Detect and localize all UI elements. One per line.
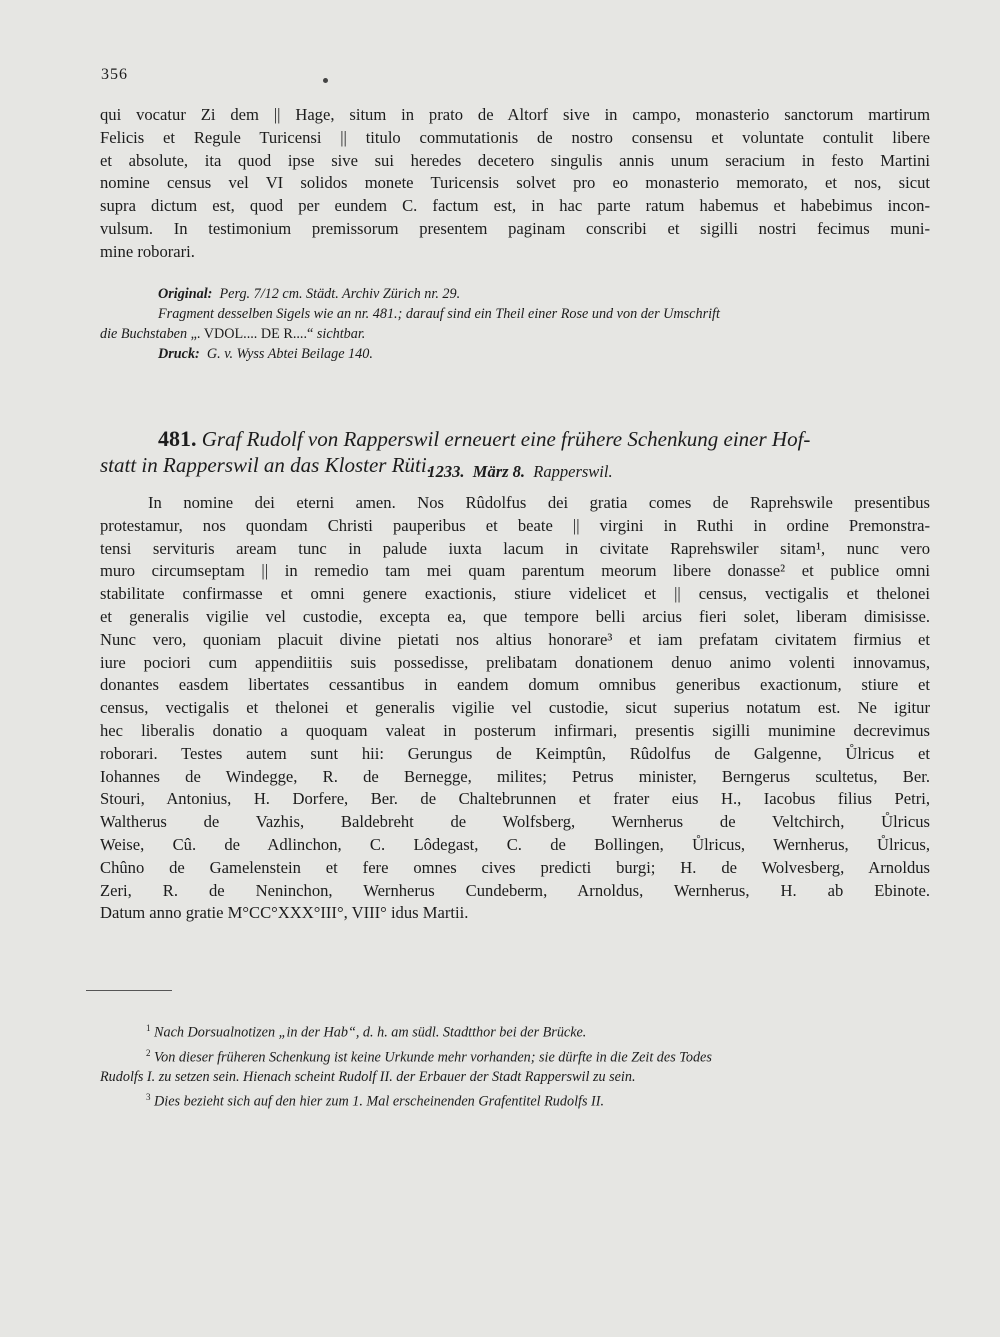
text-line: Iohannes de Windegge, R. de Bernegge, milites; Petrus minister, Berngerus scultetus, Ber. xyxy=(100,766,930,786)
text-line: In nomine dei eterni amen. Nos Rûdolfus dei gratia comes de Raprehswile presentibus xyxy=(148,493,930,512)
text-line: Stouri, Antonius, H. Dorfere, Ber. de Chaltebrunnen et frater eius H., Iacobus filius Petri, xyxy=(100,789,930,809)
text-line: nomine census vel VI solidos monete Turicensis solvet pro eo monasterio memorato, et nos, sicut xyxy=(100,173,930,193)
charter-title-line2: statt in Rapperswil an das Kloster Rüti. xyxy=(100,453,432,477)
text-line: Datum anno gratie M°CC°XXX°III°, VIII° idus Martii. xyxy=(100,903,469,923)
footnote-3 xyxy=(100,1087,930,1112)
source-notes-block xyxy=(100,284,930,364)
page-number: 356 xyxy=(101,66,128,83)
printing-speck xyxy=(323,78,328,83)
original-label: Original: xyxy=(158,286,213,302)
text-line: tensi servituris aream tunc in palude iuxta lacum in civitate Raprehswiler sitam¹, nunc vero xyxy=(100,538,930,558)
text-line: Weise, Cû. de Adlinchon, C. Lôdegast, C. de Bollingen, Ůlricus, Wernherus, Ůlricus, xyxy=(100,834,930,854)
date-place: Rapperswil. xyxy=(533,462,613,481)
charter-body xyxy=(100,492,930,925)
date-day: März 8. xyxy=(472,462,526,481)
text-line: stabilitate confirmasse et omni genere exactionis, stiure videlicet et || census, vectigalis et thelonei xyxy=(100,584,930,604)
text-line: Nunc vero, quoniam placuit divine pietati nos altius honorare³ et iam prefatam civitatem firmius et xyxy=(100,629,930,649)
text-line: census, vectigalis et thelonei et generalis vigilie vel custodie, sicut superius notatum est. Ne igitur xyxy=(100,698,930,718)
charter-text xyxy=(100,492,930,925)
text-line: iure pociori cum appendiitiis suis possedisse, prelibatam donationem denuo animo volenti innovamus, xyxy=(100,652,930,672)
charter-title-text1: Graf Rudolf von Rapperswil erneuert eine frühere Schenkung einer Hof- xyxy=(201,427,811,451)
footnote-mark: 2 xyxy=(146,1047,151,1058)
fragment-letters: „. VDOL.... DE R....“ xyxy=(190,326,314,342)
footnotes xyxy=(100,1018,930,1112)
charter-number: 481. xyxy=(158,426,197,451)
footnote-2-line1 xyxy=(100,1043,930,1068)
footnote-mark: 3 xyxy=(146,1092,151,1103)
text-line: Felicis et Regule Turicensi || titulo commutationis de nostro consensu et voluntate contulit libere xyxy=(100,127,930,147)
druck-note xyxy=(100,344,930,364)
text-line: qui vocatur Zi dem || Hage, situm in prato de Altorf sive in campo, monasterio sanctorum martirum xyxy=(100,105,930,124)
druck-text: G. v. Wyss Abtei Beilage 140. xyxy=(206,346,373,362)
previous-charter-ending xyxy=(100,104,930,264)
text-line: supra dictum est, quod per eundem C. factum est, in hac parte ratum habemus et habebimus incon- xyxy=(100,196,930,216)
footnote-1-text: Nach Dorsualnotizen „in der Hab“, d. h. am südl. Stadtthor bei der Brücke. xyxy=(154,1024,587,1041)
text-line: donantes easdem libertates cessantibus in eandem domum omnibus generibus exactionum, stiure et xyxy=(100,675,930,695)
charter-title-line1 xyxy=(100,426,930,452)
dateline xyxy=(100,462,930,482)
text-line: et absolute, ita quod ipse sive sui heredes decetero singulis annis unum seracium in festo Martini xyxy=(100,150,930,170)
footnote-3-text: Dies bezieht sich auf den hier zum 1. Mal erscheinenden Grafentitel Rudolfs II. xyxy=(154,1094,605,1111)
original-text: Perg. 7/12 cm. Städt. Archiv Zürich nr. 29. xyxy=(219,286,461,302)
text-line: Chûno de Gamelenstein et fere omnes cives predicti burgi; H. de Wolvesberg, Arnoldus xyxy=(100,857,930,877)
footnote-mark: 1 xyxy=(146,1023,151,1033)
text-line: et generalis vigilie vel custodie, excepta ea, que tempore belli arcius fieri solet, liberam dimisisse. xyxy=(100,606,930,626)
previous-charter-text xyxy=(100,104,930,264)
footnote-1 xyxy=(100,1018,930,1043)
source-notes xyxy=(100,284,930,364)
text-line: Zeri, R. de Neninchon, Wernherus Cundeberm, Arnoldus, Wernherus, H. ab Ebinote. xyxy=(100,880,930,900)
fragment-note-line1: Fragment desselben Sigels wie an nr. 481.; darauf sind ein Theil einer Rose und von der Umschrift xyxy=(158,306,720,322)
text-line: mine roborari. xyxy=(100,241,195,261)
fragment-text-c: sichtbar. xyxy=(316,326,366,342)
fragment-text-a: die Buchstaben xyxy=(100,326,188,342)
text-line: Waltherus de Vazhis, Baldebreht de Wolfsberg, Wernherus de Veltchirch, Ůlricus xyxy=(100,812,930,832)
text-line: hec liberalis donatio a quoquam valeat in posterum infirmari, presentis sigilli munimine decrevimus xyxy=(100,720,930,740)
original-note xyxy=(100,284,930,304)
date-year: 1233. xyxy=(427,462,465,481)
footnote-2-text: Von dieser früheren Schenkung ist keine Urkunde mehr vorhanden; sie dürfte in die Zeit des Todes xyxy=(154,1049,712,1066)
footnote-2-line2: Rudolfs I. zu setzen sein. Hienach scheint Rudolf II. der Erbauer der Stadt Rapperswil zu sein. xyxy=(100,1069,636,1086)
druck-label: Druck: xyxy=(158,346,200,362)
text-line: muro circumseptam || in remedio tam mei quam parentum meorum libere donasse² et publice omni xyxy=(100,561,930,581)
text-line: protestamur, nos quondam Christi pauperibus et beate || virgini in Ruthi in ordine Premonstra- xyxy=(100,515,930,535)
charter-dateline xyxy=(100,462,930,482)
text-line: roborari. Testes autem sunt hii: Gerungus de Keimptûn, Rûdolfus de Galgenne, Ůlricus et xyxy=(100,743,930,763)
text-line: vulsum. In testimonium premissorum presentem paginam conscribi et sigilli nostri fecimus muni- xyxy=(100,218,930,238)
fragment-note-line2 xyxy=(100,324,930,344)
footnote-separator xyxy=(86,990,172,991)
